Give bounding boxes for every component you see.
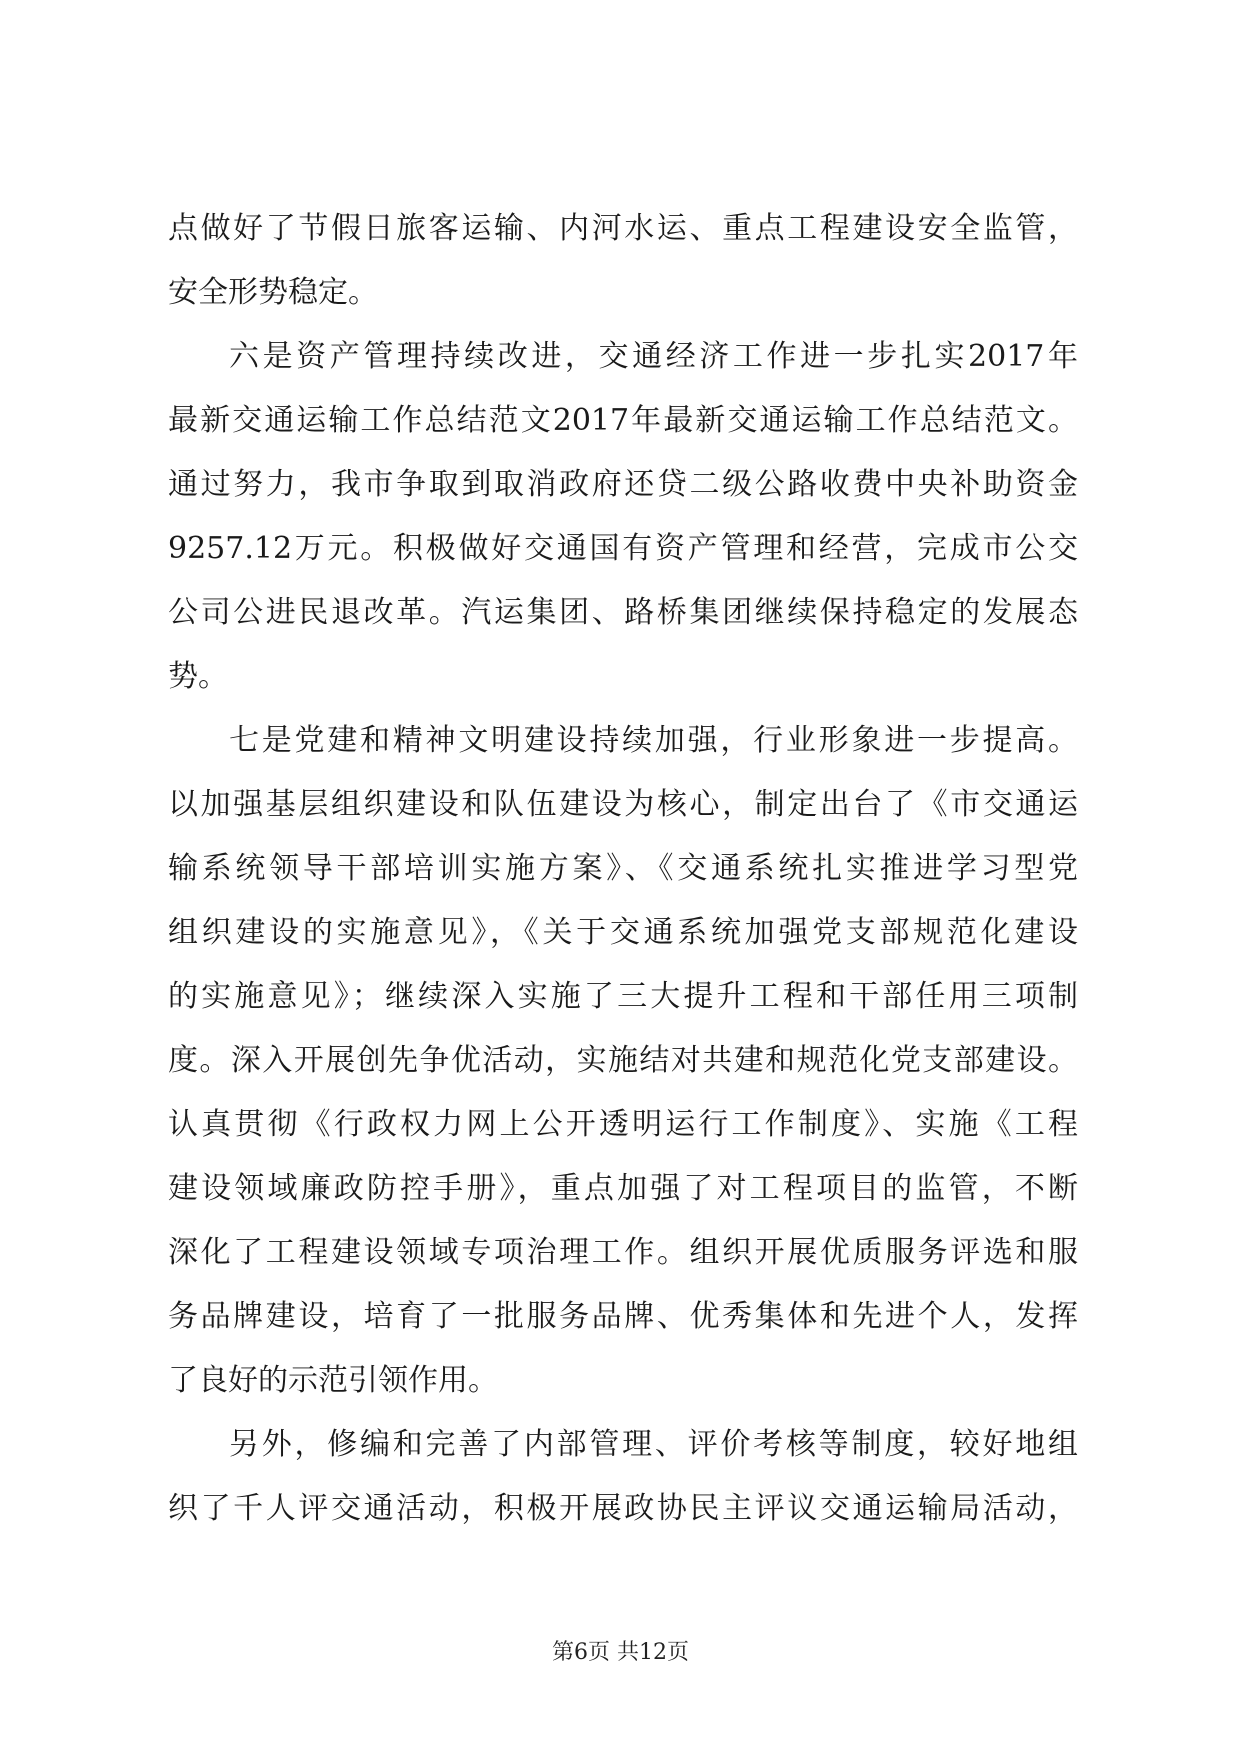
text-line: 最新交通运输工作总结范文2017年最新交通运输工作总结范文。	[168, 403, 1078, 438]
document-body	[168, 197, 1078, 1541]
text-line: 深化了工程建设领域专项治理工作。组织开展优质服务评选和服	[168, 1235, 1078, 1270]
text-line: 公司公进民退改革。汽运集团、路桥集团继续保持稳定的发展态	[168, 595, 1078, 630]
text-line: 的实施意见》；继续深入实施了三大提升工程和干部任用三项制	[168, 979, 1078, 1014]
paragraph-start-line: 七是党建和精神文明建设持续加强，行业形象进一步提高。	[229, 723, 1078, 758]
text-line: 安全形势稳定。	[168, 275, 378, 310]
page-number-footer: 第6页 共12页	[552, 1640, 689, 1665]
text-line: 以加强基层组织建设和队伍建设为核心，制定出台了《市交通运	[168, 787, 1078, 822]
text-line: 织了千人评交通活动，积极开展政协民主评议交通运输局活动，	[168, 1491, 1078, 1526]
paragraph-start-line: 六是资产管理持续改进，交通经济工作进一步扎实2017年	[229, 339, 1078, 374]
text-line: 认真贯彻《行政权力网上公开透明运行工作制度》、实施《工程	[168, 1107, 1078, 1142]
paragraph-start-line: 另外，修编和完善了内部管理、评价考核等制度，较好地组	[229, 1427, 1078, 1462]
text-line: 输系统领导干部培训实施方案》、《交通系统扎实推进学习型党	[168, 851, 1078, 886]
text-line: 建设领域廉政防控手册》，重点加强了对工程项目的监管，不断	[168, 1171, 1078, 1206]
text-line: 通过努力，我市争取到取消政府还贷二级公路收费中央补助资金	[168, 467, 1078, 502]
text-line: 务品牌建设，培育了一批服务品牌、优秀集体和先进个人，发挥	[168, 1299, 1078, 1334]
text-line: 点做好了节假日旅客运输、内河水运、重点工程建设安全监管，	[168, 211, 1078, 246]
text-line: 势。	[168, 659, 228, 694]
text-line: 了良好的示范引领作用。	[168, 1363, 498, 1398]
text-line: 组织建设的实施意见》，《关于交通系统加强党支部规范化建设	[168, 915, 1078, 950]
text-line: 度。深入开展创先争优活动，实施结对共建和规范化党支部建设。	[168, 1043, 1078, 1078]
text-line: 9257.12万元。积极做好交通国有资产管理和经营，完成市公交	[168, 531, 1078, 566]
